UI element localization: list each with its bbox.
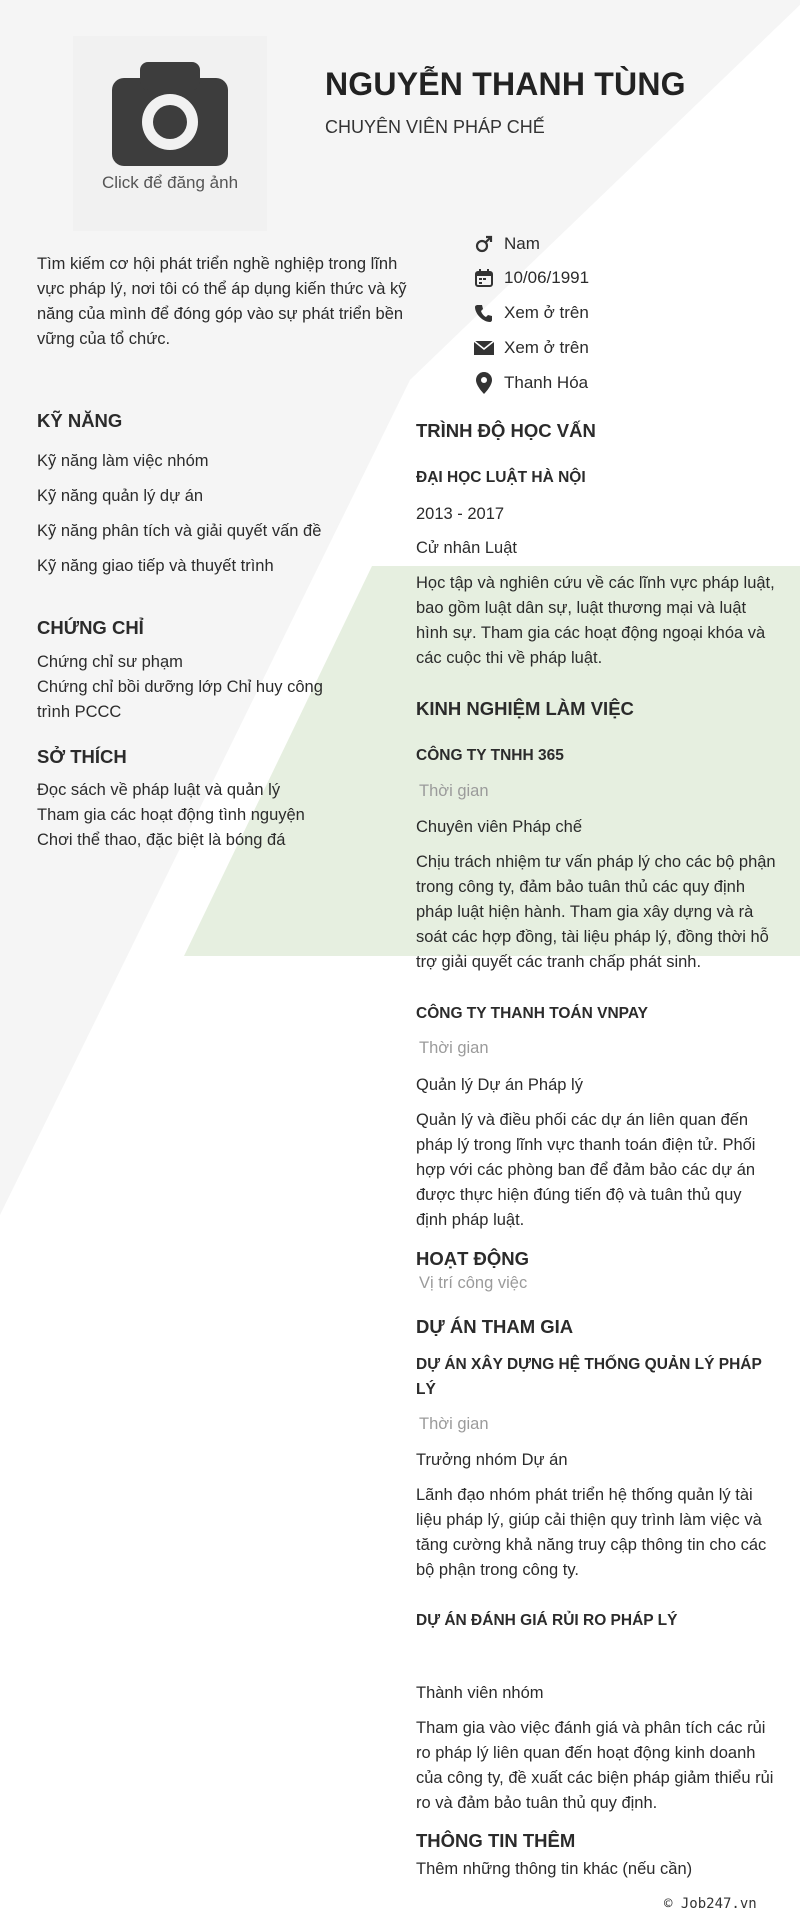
project-time: Thời gian <box>419 1415 489 1433</box>
additional-title: THÔNG TIN THÊM <box>416 1830 576 1851</box>
footer-brand: © Job247.vn <box>664 1896 757 1912</box>
project-role: Thành viên nhóm <box>416 1684 544 1702</box>
project-name: DỰ ÁN ĐÁNH GIÁ RỦI RO PHÁP LÝ <box>416 1612 678 1629</box>
career-objective: Tìm kiếm cơ hội phát triển nghề nghiệp trong lĩnh vực pháp lý, nơi tôi có thể áp dụng kiến thức và kỹ năng của mình để đóng góp vào sự phát triển bền vững của tổ chức. <box>37 255 407 348</box>
education-years: 2013 - 2017 <box>416 505 505 523</box>
contact-email <box>472 331 792 365</box>
phone-icon <box>472 301 496 325</box>
candidate-name: NGUYỄN THANH TÙNG <box>325 66 686 102</box>
photo-upload-placeholder[interactable] <box>73 36 267 231</box>
email-value: Xem ở trên <box>504 338 589 357</box>
skills-list <box>37 444 357 584</box>
birthday-value: 10/06/1991 <box>504 268 590 287</box>
photo-caption: Click để đăng ảnh <box>101 173 239 192</box>
hobbies-list <box>37 778 357 853</box>
certificates-title: CHỨNG CHỈ <box>37 617 144 638</box>
gender-icon <box>472 232 496 256</box>
certificates-list <box>37 650 357 725</box>
list-item: Kỹ năng quản lý dự án <box>37 487 204 505</box>
job-company: CÔNG TY THANH TOÁN VNPAY <box>416 1005 648 1022</box>
projects-title: DỰ ÁN THAM GIA <box>416 1316 574 1337</box>
list-item: Chơi thể thao, đặc biệt là bóng đá <box>37 831 286 849</box>
contact-address <box>472 366 792 400</box>
education-degree: Cử nhân Luật <box>416 539 517 557</box>
job-company: CÔNG TY TNHH 365 <box>416 747 564 764</box>
activities-title: HOẠT ĐỘNG <box>416 1248 530 1269</box>
list-item: Kỹ năng phân tích và giải quyết vấn đề <box>37 522 322 540</box>
list-item: Chứng chỉ sư phạm <box>37 653 183 671</box>
education-title: TRÌNH ĐỘ HỌC VẤN <box>416 420 596 441</box>
education-description: Học tập và nghiên cứu về các lĩnh vực pháp luật, bao gồm luật dân sự, luật thương mại và luật hình sự. Tham gia các hoạt động ngoại khóa và các cuộc thi về pháp luật. <box>416 574 775 667</box>
camera-icon <box>112 62 228 166</box>
project-name: DỰ ÁN XÂY DỰNG HỆ THỐNG QUẢN LÝ PHÁP LÝ <box>416 1356 762 1398</box>
list-item: Kỹ năng giao tiếp và thuyết trình <box>37 557 274 575</box>
location-pin-icon <box>472 371 496 395</box>
project-description: Tham gia vào việc đánh giá và phân tích các rủi ro pháp lý liên quan đến hoạt động kinh doanh của công ty, đề xuất các biện pháp giảm thiểu rủi ro và đảm bảo tuân thủ quy định. <box>416 1719 774 1812</box>
contact-gender <box>472 227 792 261</box>
list-item: Chứng chỉ bồi dưỡng lớp Chỉ huy công trình PCCC <box>37 678 323 721</box>
list-item: Đọc sách về pháp luật và quản lý <box>37 781 281 799</box>
calendar-icon <box>472 266 496 290</box>
project-description: Lãnh đạo nhóm phát triển hệ thống quản lý tài liệu pháp lý, giúp cải thiện quy trình làm việc và tăng cường khả năng truy cập thông tin cho các bộ phận trong công ty. <box>416 1486 767 1579</box>
job-description: Chịu trách nhiệm tư vấn pháp lý cho các bộ phận trong công ty, đảm bảo tuân thủ các quy định pháp luật hiện hành. Tham gia xây dựng và rà soát các hợp đồng, tài liệu pháp lý, đồng thời hỗ trợ giải quyết các tranh chấp phát sinh. <box>416 853 776 971</box>
list-item: Tham gia các hoạt động tình nguyện <box>37 806 305 824</box>
experience-title: KINH NGHIỆM LÀM VIỆC <box>416 698 634 719</box>
education-school: ĐẠI HỌC LUẬT HÀ NỘI <box>416 469 586 486</box>
job-position: Quản lý Dự án Pháp lý <box>416 1076 583 1094</box>
activities-placeholder: Vị trí công việc <box>419 1274 528 1292</box>
candidate-title: CHUYÊN VIÊN PHÁP CHẾ <box>325 117 545 137</box>
hobbies-title: SỞ THÍCH <box>37 746 127 767</box>
contact-phone <box>472 296 792 330</box>
skills-title: KỸ NĂNG <box>37 410 123 431</box>
contact-birthday <box>472 261 792 295</box>
job-position: Chuyên viên Pháp chế <box>416 818 583 836</box>
address-value: Thanh Hóa <box>504 373 589 392</box>
job-time: Thời gian <box>419 1039 489 1057</box>
gender-value: Nam <box>504 234 540 253</box>
job-description: Quản lý và điều phối các dự án liên quan đến pháp lý trong lĩnh vực thanh toán điện tử. Phối hợp với các phòng ban để đảm bảo các dự án được thực hiện đúng tiến độ và tuân thủ quy định pháp luật. <box>416 1111 756 1229</box>
email-icon <box>472 336 496 360</box>
list-item: Kỹ năng làm việc nhóm <box>37 452 209 470</box>
job-time: Thời gian <box>419 782 489 800</box>
phone-value: Xem ở trên <box>504 303 589 322</box>
additional-text: Thêm những thông tin khác (nếu cần) <box>416 1860 693 1878</box>
project-role: Trưởng nhóm Dự án <box>416 1451 568 1469</box>
